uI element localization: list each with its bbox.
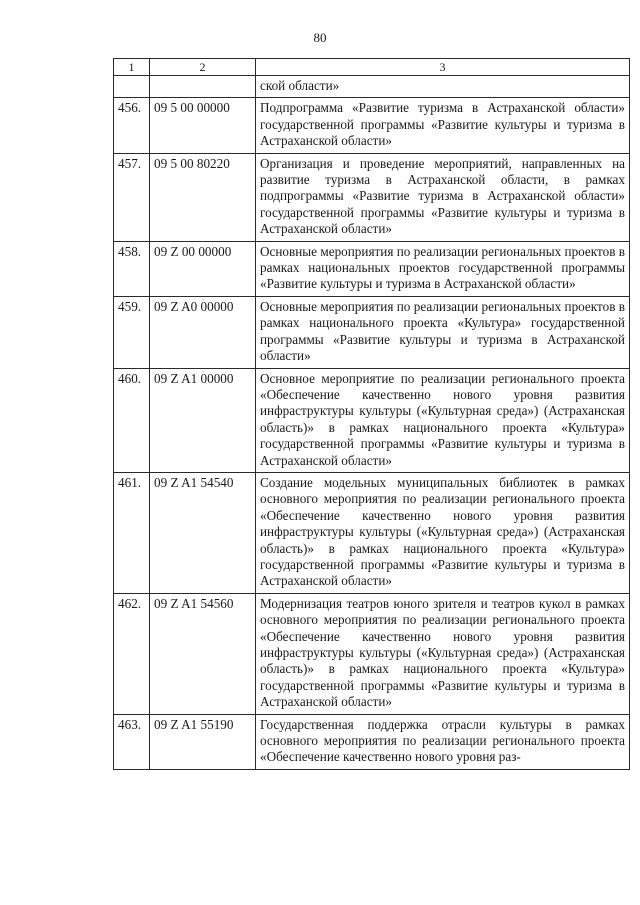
table-row <box>114 153 630 241</box>
page-number: 80 <box>313 30 327 45</box>
table-row-continuation <box>114 76 630 98</box>
row-code <box>150 76 256 98</box>
table-row <box>114 296 630 368</box>
row-description: Основные мероприятия по реализации региональных проектов в рамках национальных проектов государственной программы «Развитие культуры и туризма в Астраханской области» <box>256 241 630 296</box>
row-number: 457. <box>114 153 150 241</box>
row-number: 459. <box>114 296 150 368</box>
table-row <box>114 368 630 472</box>
row-description: Создание модельных муниципальных библиотек в рамках основного мероприятия по реализации регионального проекта «Обеспечение качественно нового уровня развития инфраструктуры культуры («Культурная среда») (Астраханская область)» в рамках национального проекта «Культура» государственной программы «Развитие культуры и туризма в Астраханской области» <box>256 472 630 593</box>
table-row <box>114 98 630 153</box>
row-code: 09 Z 00 00000 <box>150 241 256 296</box>
table-row <box>114 593 630 714</box>
row-description: Основное мероприятие по реализации регионального проекта «Обеспечение качественно нового уровня развития инфраструктуры культуры («Культурная среда») (Астраханская область)» в рамках национального проекта «Культура» государственной программы «Развитие культуры и туризма в Астраханской области» <box>256 368 630 472</box>
row-code: 09 5 00 00000 <box>150 98 256 153</box>
row-number: 460. <box>114 368 150 472</box>
table-row <box>114 714 630 769</box>
header-col-1: 1 <box>114 59 150 76</box>
row-code: 09 Z A0 00000 <box>150 296 256 368</box>
budget-classification-table <box>113 58 630 770</box>
row-description: Государственная поддержка отрасли культуры в рамках основного мероприятия по реализации регионального проекта «Обеспечение качественно нового уровня раз- <box>256 714 630 769</box>
row-number <box>114 76 150 98</box>
row-number: 463. <box>114 714 150 769</box>
row-code: 09 Z A1 54540 <box>150 472 256 593</box>
row-code: 09 Z A1 55190 <box>150 714 256 769</box>
row-number: 462. <box>114 593 150 714</box>
row-description: Подпрограмма «Развитие туризма в Астраханской области» государственной программы «Развитие культуры и туризма в Астраханской области» <box>256 98 630 153</box>
row-code: 09 Z A1 54560 <box>150 593 256 714</box>
row-number: 456. <box>114 98 150 153</box>
row-description: Модернизация театров юного зрителя и театров кукол в рамках основного мероприятия по реализации регионального проекта «Обеспечение качественно нового уровня развития инфраструктуры культуры («Культурная среда») (Астраханская область)» в рамках национального проекта «Культура» государственной программы «Развитие культуры и туризма в Астраханской области» <box>256 593 630 714</box>
table-row <box>114 472 630 593</box>
row-code: 09 Z A1 00000 <box>150 368 256 472</box>
row-number: 461. <box>114 472 150 593</box>
row-description: Организация и проведение мероприятий, направленных на развитие туризма в Астраханской области, в рамках подпрограммы «Развитие туризма в Астраханской области» государственной программы «Развитие культуры и туризма в Астраханской области» <box>256 153 630 241</box>
row-description: ской области» <box>256 76 630 98</box>
row-number: 458. <box>114 241 150 296</box>
table-row <box>114 241 630 296</box>
table-header-row <box>114 59 630 76</box>
header-col-2: 2 <box>150 59 256 76</box>
header-col-3: 3 <box>256 59 630 76</box>
row-description: Основные мероприятия по реализации региональных проектов в рамках национального проекта «Культура» государственной программы «Развитие культуры и туризма в Астраханской области» <box>256 296 630 368</box>
row-code: 09 5 00 80220 <box>150 153 256 241</box>
